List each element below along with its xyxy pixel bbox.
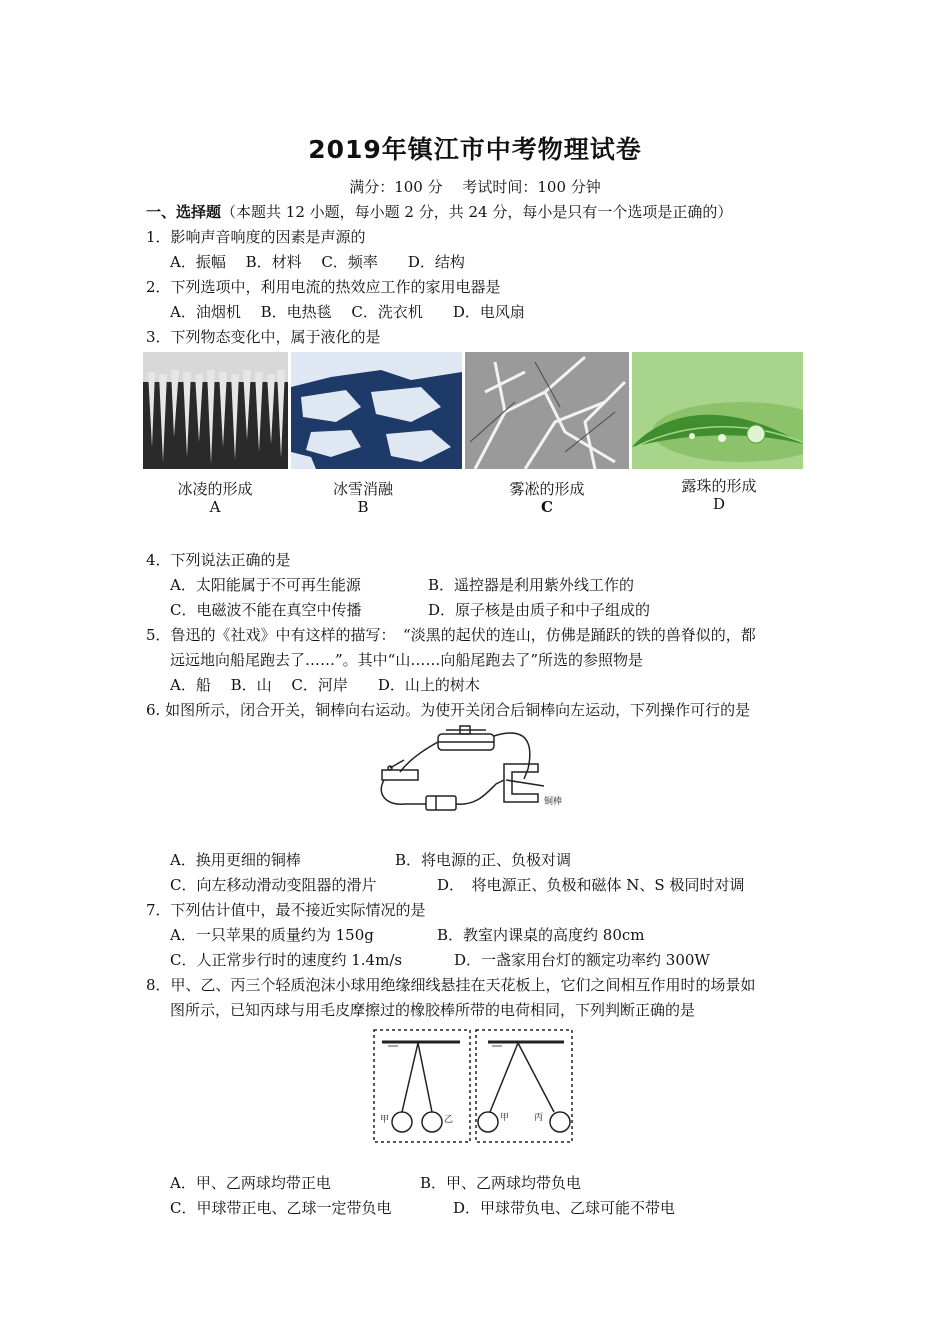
q6-circuit-figure [376, 724, 566, 824]
q4-option-c: C．电磁波不能在真空中传播 [170, 601, 362, 619]
q3-caption-a [150, 480, 280, 516]
label-bing: 丙 [534, 1113, 544, 1123]
q3-caption-c [482, 480, 612, 516]
q7-option-c: C．人正常步行时的速度约 1.4m/s [170, 951, 403, 969]
section-note: （本题共 12 小题，每小题 2 分，共 24 分，每小是只有一个选项是正确的） [221, 203, 733, 221]
q7-stem: 7．下列估计值中，最不接近实际情况的是 [146, 901, 426, 919]
label-yi: 乙 [444, 1115, 454, 1125]
q5-stem-line1: 5．鲁迅的《社戏》中有这样的描写： “淡黑的起伏的连山，仿佛是踊跃的铁的兽脊似的，都 [146, 626, 756, 644]
q2-options: A．油烟机 B．电热毯 C．洗衣机 D．电风扇 [170, 303, 525, 321]
q6-option-c: C．向左移动滑动变阻器的滑片 [170, 876, 377, 894]
q5-options: A．船 B．山 C．河岸 D．山上的树木 [170, 676, 480, 694]
icicle-photo [143, 352, 288, 469]
caption-letter: C [541, 498, 553, 516]
q6-option-d: D． 将电源正、负极和磁体 N、S 极同时对调 [437, 876, 745, 894]
q8-pendulum-figure [372, 1028, 576, 1144]
q8-option-c: C．甲球带正电、乙球一定带负电 [170, 1199, 392, 1217]
q8-option-d: D．甲球带负电、乙球可能不带电 [453, 1199, 676, 1217]
caption-letter: B [357, 498, 369, 516]
q6-option-b: B．将电源的正、负极对调 [395, 851, 572, 869]
q1-stem: 1．影响声音响度的因素是声源的 [146, 228, 366, 246]
dewdrop-leaf-photo [632, 352, 803, 469]
q6-option-a: A．换用更细的铜棒 [170, 851, 301, 869]
q7-option-b: B．教室内课桌的高度约 80cm [437, 926, 645, 944]
q5-stem-line2: 远远地向船尾跑去了……”。其中“山……向船尾跑去了”所选的参照物是 [170, 651, 644, 669]
melting-ice-photo [291, 352, 462, 469]
caption-letter: A [209, 498, 221, 516]
section-heading: 一、选择题 [146, 203, 222, 221]
exam-info: 满分：100 分 考试时间：100 分钟 [349, 178, 601, 196]
q7-option-a: A．一只苹果的质量约为 150g [170, 926, 374, 944]
label-jia-right: 甲 [500, 1113, 510, 1123]
q7-option-d: D．一盏家用台灯的额定功率约 300W [454, 951, 710, 969]
q3-caption-b [298, 480, 428, 516]
q8-option-b: B．甲、乙两球均带负电 [420, 1174, 582, 1192]
section-header [146, 201, 732, 223]
q6-stem: 6. 如图所示，闭合开关，铜棒向右运动。为使开关闭合后铜棒向左运动，下列操作可行的是 [146, 701, 751, 719]
caption-text: 露珠的形成 [681, 477, 757, 495]
caption-text: 雾凇的形成 [509, 480, 585, 498]
q2-stem: 2．下列选项中，利用电流的热效应工作的家用电器是 [146, 278, 501, 296]
q4-option-b: B．遥控器是利用紫外线工作的 [428, 576, 635, 594]
q4-option-d: D．原子核是由质子和中子组成的 [428, 601, 651, 619]
q3-caption-d [654, 477, 784, 513]
rime-frost-photo [465, 352, 629, 469]
caption-letter: D [712, 495, 726, 513]
q4-stem: 4．下列说法正确的是 [146, 551, 291, 569]
q3-stem: 3．下列物态变化中，属于液化的是 [146, 328, 381, 346]
label-jia-left: 甲 [380, 1115, 390, 1125]
q8-option-a: A．甲、乙两球均带正电 [170, 1174, 331, 1192]
q8-stem-line1: 8．甲、乙、丙三个轻质泡沫小球用绝缘细线悬挂在天花板上，它们之间相互作用时的场景如 [146, 976, 756, 994]
caption-text: 冰凌的形成 [177, 480, 253, 498]
copper-rod-label: 铜棒 [544, 797, 563, 807]
caption-text: 冰雪消融 [332, 480, 393, 498]
q4-option-a: A．太阳能属于不可再生能源 [170, 576, 361, 594]
q8-stem-line2: 图所示，已知丙球与用毛皮摩擦过的橡胶棒所带的电荷相同，下列判断正确的是 [170, 1001, 696, 1019]
page-title: 2019年镇江市中考物理试卷 [308, 135, 642, 164]
q1-options: A．振幅 B．材料 C．频率 D．结构 [170, 253, 465, 271]
